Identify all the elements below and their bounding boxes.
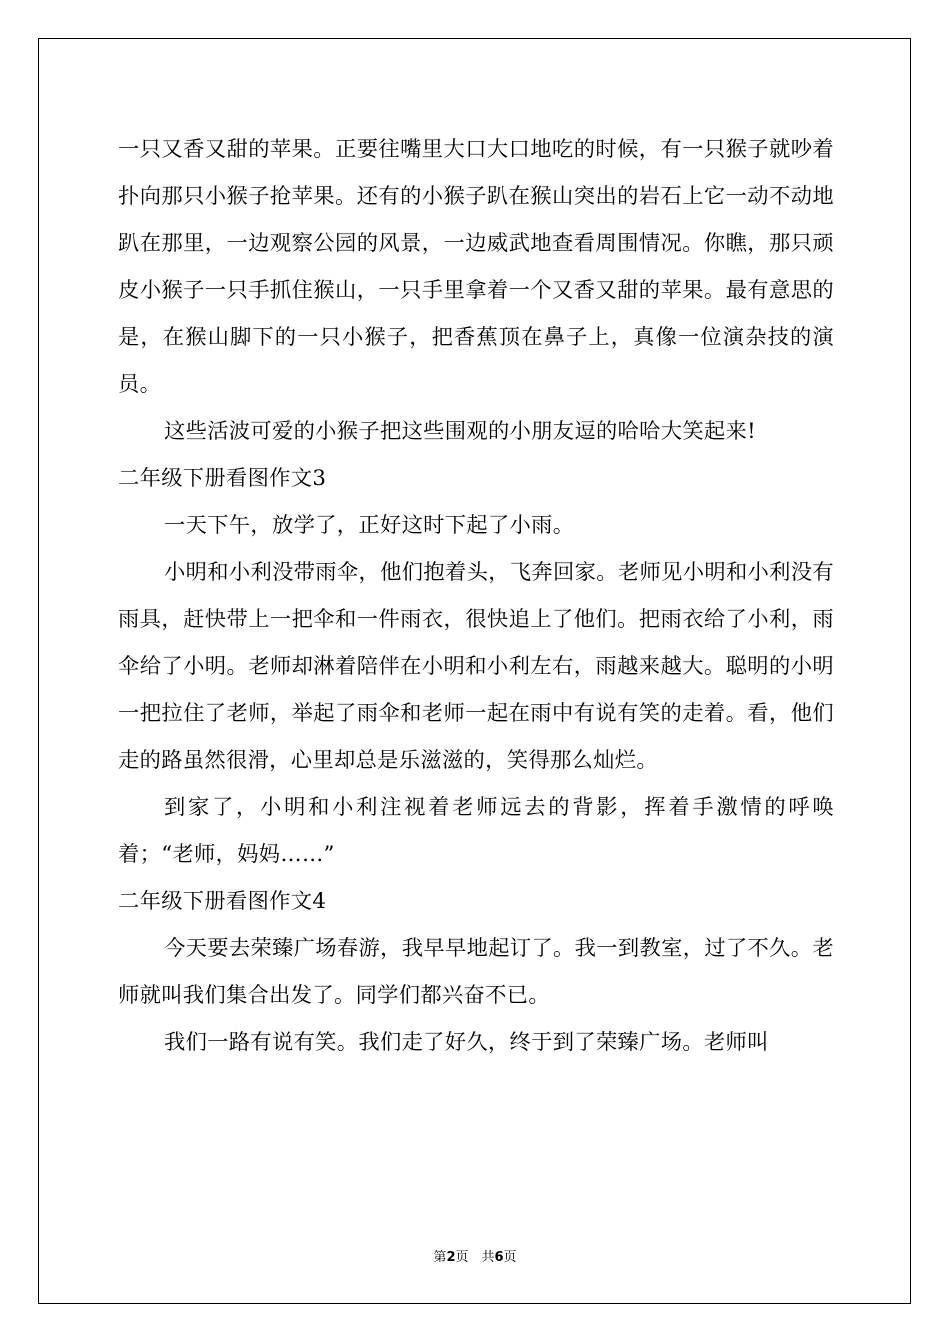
paragraph-6: 今天要去荣臻广场春游，我早早地起订了。我一到教室，过了不久。老师就叫我们集合出发了。同学们都兴奋不已。 <box>118 936 834 1008</box>
paragraph-1: 一只又香又甜的苹果。正要往嘴里大口大口地吃的时候，有一只猴子就吵着扑向那只小猴子抢苹果。还有的小猴子趴在猴山突出的岩石上它一动不动地趴在那里，一边观察公园的风景，一边威武地查看周围情况。你瞧，那只顽皮小猴子一只手抓住猴山，一只手里拿着一个又香又甜的苹果。最有意思的是，在猴山脚下的一只小猴子，把香蕉顶在鼻子上，真像一位演杂技的演员。 <box>118 137 834 397</box>
paragraph-4: 小明和小利没带雨伞，他们抱着头，飞奔回家。老师见小明和小利没有雨具，赶快带上一把伞和一件雨衣，很快追上了他们。把雨衣给了小利，雨伞给了小明。老师却淋着陪伴在小明和小利左右，雨越来越大。聪明的小明一把拉住了老师，举起了雨伞和老师一起在雨中有说有笑的走着。看，他们走的路虽然很滑，心里却总是乐滋滋的，笑得那么灿烂。 <box>118 560 834 773</box>
paragraph-7: 我们一路有说有笑。我们走了好久，终于到了荣臻广场。老师叫 <box>164 1030 769 1055</box>
paragraph-3: 一天下午，放学了，正好这时下起了小雨。 <box>164 513 575 538</box>
footer-middle: 页 共 <box>455 1250 495 1265</box>
paragraph-2: 这些活波可爱的小猴子把这些围观的小朋友逗的哈哈大笑起来! <box>164 419 756 444</box>
footer-page-number: 2 <box>446 1250 456 1265</box>
page-footer <box>0 1246 950 1265</box>
section-heading-4: 二年级下册看图作文4 <box>118 889 327 914</box>
section-heading-3: 二年级下册看图作文3 <box>118 466 327 491</box>
footer-total-pages: 6 <box>494 1250 504 1265</box>
footer-suffix: 页 <box>503 1250 517 1265</box>
footer-prefix: 第 <box>433 1250 447 1265</box>
paragraph-5: 到家了，小明和小利注视着老师远去的背影，挥着手激情的呼唤着；“老师，妈妈……” <box>118 795 834 867</box>
document-body <box>118 126 834 1066</box>
